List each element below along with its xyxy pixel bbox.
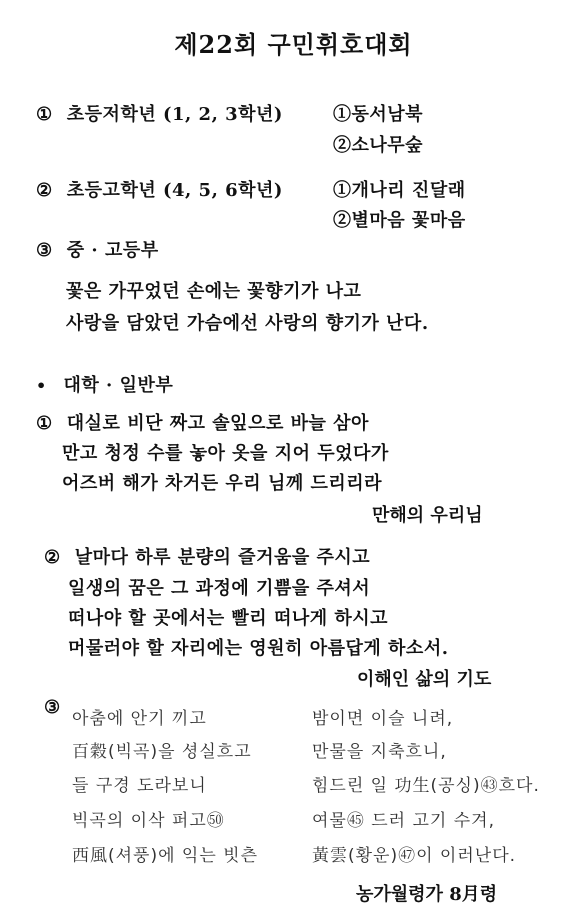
verse-line: 날마다 하루 분량의 즐거움을 주시고	[74, 547, 371, 568]
section-adult	[36, 371, 173, 397]
section-heading: 초등저학년 (1, 2, 3학년)	[66, 104, 283, 125]
verse-line: 만고 청정 수를 놓아 옷을 지어 두었다가	[62, 443, 389, 464]
poem-credit: 농가월령가 8月령	[356, 884, 498, 905]
verse-line: 대실로 비단 짜고 솔잎으로 바늘 삼아	[66, 413, 369, 434]
topic-item: ①개나리 진달래	[333, 180, 466, 201]
verse-line: 일생의 꿈은 그 과정에 기쁨을 주셔서	[68, 578, 371, 599]
verse-line: 떠나야 할 곳에서는 빨리 떠나게 하시고	[68, 608, 389, 629]
verse-line: 黃雲(황운)㊼이 이러난다.	[312, 846, 517, 866]
section-heading: 초등고학년 (4, 5, 6학년)	[66, 180, 283, 201]
verse-line: 힘드린 일 功生(공싱)㊸흐다.	[312, 776, 540, 796]
verse-line: 百穀(빅곡)을 셩실흐고	[72, 742, 252, 762]
poem-credit: 이해인 삶의 기도	[357, 669, 492, 690]
poem-marker: ①	[36, 413, 53, 434]
topic-item: ②소나무숲	[333, 135, 424, 156]
topic-item: ②별마음 꽃마음	[333, 210, 466, 231]
verse-line: 머물러야 할 자리에는 영원히 아름답게 하소서.	[68, 638, 449, 659]
bullet-icon: •	[36, 376, 47, 395]
poem-1-line-1	[36, 409, 369, 435]
topic-item: ①동서남북	[333, 104, 424, 125]
verse-line: 여물㊺ 드러 고기 수겨,	[312, 811, 495, 831]
verse-line: 만물을 지축흐니,	[312, 742, 447, 762]
verse-line: 西風(셔풍)에 익는 빗츤	[72, 846, 259, 866]
section-marker: ①	[36, 104, 53, 125]
page-title: 제22회 구민휘호대회	[174, 30, 413, 59]
poem-2-line-1	[44, 543, 370, 569]
section-middle-high	[36, 236, 159, 262]
verse-line: 들 구경 도라보니	[72, 776, 207, 796]
verse-line: 아춤에 안기 끼고	[72, 709, 207, 729]
section-marker: ③	[36, 240, 53, 261]
verse-line: 꽃은 가꾸었던 손에는 꽃향기가 나고	[66, 281, 362, 302]
verse-line: 어즈버 해가 차거든 우리 님께 드리리라	[62, 473, 383, 494]
poem-marker: ③	[44, 697, 61, 718]
section-marker: ②	[36, 180, 53, 201]
poem-marker: ②	[44, 547, 61, 568]
verse-line: 밤이면 이슬 니려,	[312, 709, 454, 729]
section-elementary-high	[36, 176, 283, 202]
section-elementary-low	[36, 100, 283, 126]
poem-credit: 만해의 우리님	[372, 505, 483, 526]
verse-line: 빅곡의 이삭 퍼고㊿	[72, 811, 225, 831]
section-heading: 대학 · 일반부	[63, 375, 174, 396]
verse-line: 사랑을 담았던 가슴에선 사랑의 향기가 난다.	[66, 313, 429, 334]
section-heading: 중 · 고등부	[66, 240, 159, 261]
